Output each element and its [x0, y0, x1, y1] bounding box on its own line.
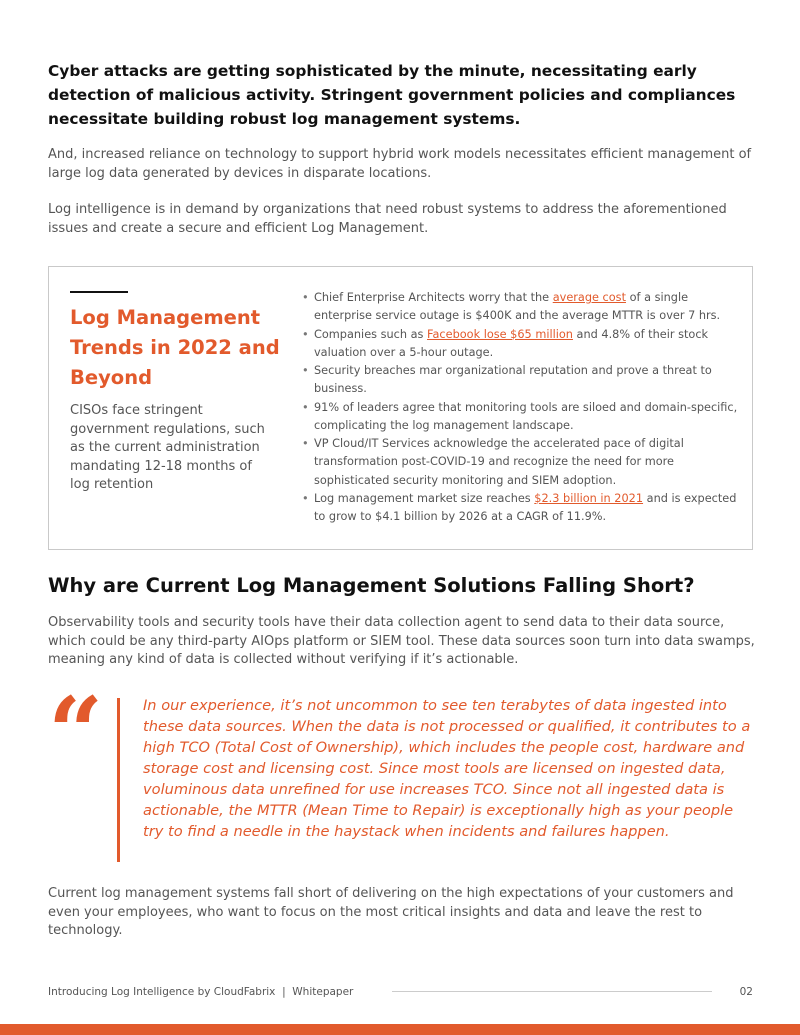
footer-title: Introducing Log Intelligence by CloudFabrix | Whitepaper [48, 986, 354, 998]
footer-divider [392, 991, 712, 992]
body-paragraph-2: Log intelligence is in demand by organizations that need robust systems to address the aforementioned issues and create a secure and efficient Log Management. [48, 202, 727, 236]
trends-list-item: • Security breaches mar organizational reputation and prove a threat to business. [302, 362, 742, 399]
quote-mark-icon: “ [48, 676, 104, 789]
average-cost-link[interactable]: average cost [552, 291, 626, 304]
trends-divider [70, 291, 128, 293]
trends-list-item: • Chief Enterprise Architects worry that the average cost of a single enterprise service outage is $400K and the average MTTR is over 7 hrs. [302, 289, 742, 326]
body-paragraph-4: Current log management systems fall short of delivering on the high expectations of your customers and even your employees, who want to focus on the most critical insights and data and leave the rest to technology. [48, 886, 734, 938]
facebook-loss-link[interactable]: Facebook lose $65 million [427, 327, 573, 341]
trends-list-item: • Log management market size reaches $2.3 billion in 2021 and is expected to grow to $4.1 billion by 2026 at a CAGR of 11.9%. [302, 490, 742, 527]
trends-list-item: • 91% of leaders agree that monitoring tools are siloed and domain-specific, complicating the log management landscape. [302, 399, 742, 436]
trends-subtitle: CISOs face stringent government regulations, such as the current administration mandating 12-18 months of log retention [70, 403, 265, 492]
trends-box [48, 266, 753, 550]
quote-bar [117, 698, 120, 862]
page-number: 02 [739, 986, 753, 998]
pull-quote: In our experience, it’s not uncommon to see ten terabytes of data ingested into these data sources. When the data is not processed or qualified, it contributes to a high TCO (Total Cost of Ownership), which includes the people cost, hardware and storage cost and licensing cost. Since most tools are licensed on ingested data, voluminous data unrefined for use increases TCO. Since not all ingested data is actionable, the MTTR (Mean Time to Repair) is exceptionally high as your people try to find a needle in the haystack when incidents and failures happen. [143, 697, 751, 840]
section-heading: Why are Current Log Management Solutions Falling Short? [48, 574, 695, 597]
body-paragraph-3: Observability tools and security tools have their data collection agent to send data to their data source, which could be any third-party AIOps platform or SIEM tool. These data sources soon turn into data swamps, meaning any kind of data is collected without verifying if it’s actionable. [48, 615, 755, 667]
trends-list-item: • Companies such as Facebook lose $65 million and 4.8% of their stock valuation over a 5-hour outage. [302, 326, 742, 363]
trends-list [302, 289, 742, 526]
trends-title: Log Management Trends in 2022 and Beyond [70, 306, 280, 389]
bottom-accent-bar [0, 1024, 800, 1035]
market-size-link[interactable]: $2.3 billion in 2021 [534, 491, 644, 505]
lead-paragraph: Cyber attacks are getting sophisticated by the minute, necessitating early detection of malicious activity. Stringent government policies and compliances necessitate building robust log management systems. [48, 62, 736, 128]
body-paragraph-1: And, increased reliance on technology to support hybrid work models necessitates efficient management of large log data generated by devices in disparate locations. [48, 147, 752, 181]
trends-list-item: • VP Cloud/IT Services acknowledge the accelerated pace of digital transformation post-COVID-19 and recognize the need for more sophisticated security monitoring and SIEM adoption. [302, 435, 742, 490]
